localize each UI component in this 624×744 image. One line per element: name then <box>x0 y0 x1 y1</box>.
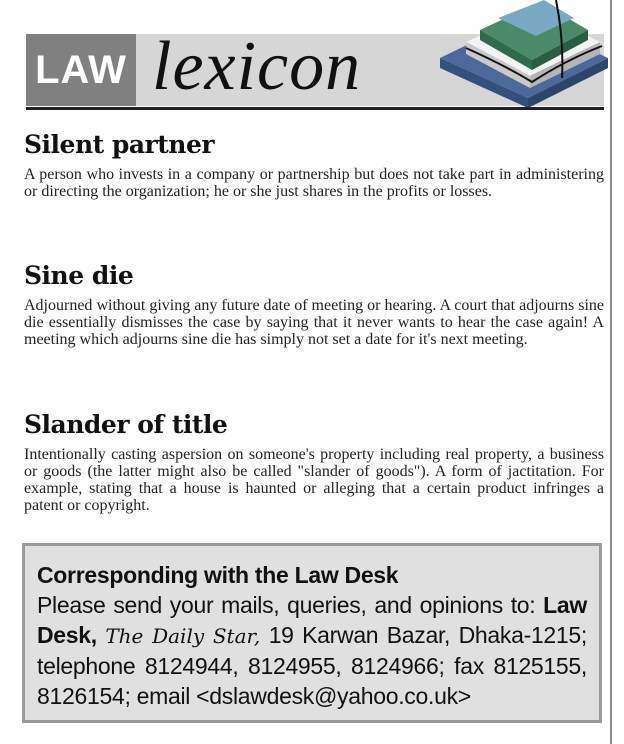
entry-term: Slander of title <box>24 410 228 439</box>
law-desk-body <box>37 590 587 711</box>
law-desk-heading: Corresponding with the Law Desk <box>37 562 399 588</box>
entry-sine-die <box>24 261 604 348</box>
law-desk-box <box>22 543 602 723</box>
page-title: lexicon <box>152 28 362 105</box>
entry-term: Sine die <box>24 261 134 290</box>
entry-slander-of-title <box>24 410 604 514</box>
entry-silent-partner <box>24 130 604 200</box>
column-rule <box>610 0 612 744</box>
section-tag: LAW <box>26 34 136 106</box>
desk-name: Law Desk, <box>37 592 587 648</box>
entry-definition: A person who invests in a company or partnership but does not take part in administering or directing the organization; he or she just shares in the profits or losses. <box>24 166 604 200</box>
entry-term: Silent partner <box>24 130 215 159</box>
entry-definition: Intentionally casting aspersion on someone's property including real property, a business or goods (the latter might also be called "slander of goods"). A form of jactitation. For example, stating that a house is haunted or alleging that a certain product infringes a patent or copyright. <box>24 446 604 514</box>
newspaper-name: The Daily Star, <box>105 624 261 648</box>
entry-definition: Adjourned without giving any future date of meeting or hearing. A court that adjourns sine die essentially dismisses the case by saying that it never wants to hear the case again! A meeting which adjourns sine die has simply not set a date for it's next meeting. <box>24 297 604 348</box>
desk-contact: 19 Karwan Bazar, Dhaka-1215; telephone 8124944, 8124955, 8124966; fax 8125155, 8126154; email <dslawdesk@yahoo.co.uk> <box>37 622 587 709</box>
header-rule <box>26 107 604 110</box>
stack-of-books-icon <box>436 0 616 112</box>
desk-intro: Please send your mails, queries, and opinions to: <box>37 592 544 618</box>
